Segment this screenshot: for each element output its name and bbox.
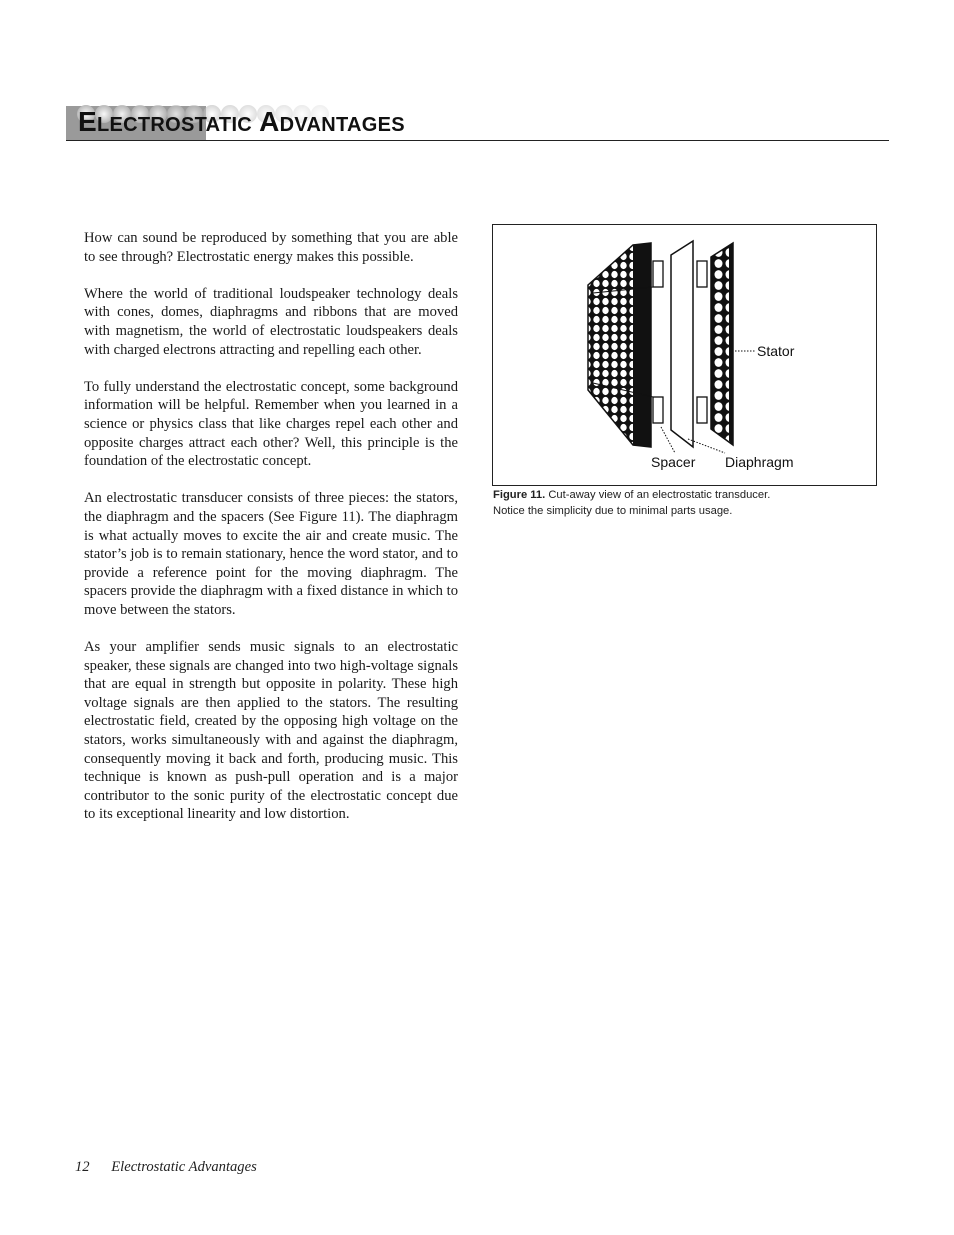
diaphragm-sheet bbox=[671, 241, 693, 447]
caption-label: Figure 11. bbox=[493, 489, 546, 501]
spacer-top-right bbox=[697, 261, 707, 287]
title-rule bbox=[66, 140, 889, 141]
paragraph-1: How can sound be reproduced by something that you are able to see through? Electrostatic energy makes this possible. bbox=[84, 230, 458, 265]
paragraph-2: Where the world of traditional loudspeaker technology deals with cones, domes, diaphragms and ribbons that are moved with magnetism, the world of electrostatic loudspeakers deals with charged electrons attracting and repelling each other. bbox=[84, 285, 458, 358]
body-text-column bbox=[84, 229, 458, 843]
stator-label: Stator bbox=[757, 343, 795, 359]
caption-line-1: Cut-away view of an electrostatic transducer. bbox=[548, 489, 771, 501]
rear-stator-edge bbox=[633, 243, 651, 447]
paragraph-4: An electrostatic transducer consists of three pieces: the stators, the diaphragm and the spacers (See Figure 11). The diaphragm is what actually moves to excite the air and create music. The stator’s job is to remain stationary, hence the word stator, and to provide a reference point for the moving diaphragm. The spacers provide the diaphragm with a fixed distance in which to move between the stators. bbox=[84, 490, 458, 618]
spacer-top-left bbox=[653, 261, 663, 287]
page-footer bbox=[75, 1159, 257, 1176]
figure-11 bbox=[492, 224, 877, 486]
transducer-diagram bbox=[493, 225, 878, 487]
spacer-label: Spacer bbox=[651, 454, 696, 470]
front-stator-edge bbox=[729, 243, 733, 445]
spacer-bottom-left bbox=[653, 397, 663, 423]
figure-caption bbox=[493, 487, 878, 519]
diaphragm-label: Diaphragm bbox=[725, 454, 794, 470]
page-number: 12 bbox=[75, 1159, 90, 1175]
page-title: Electrostatic Advantages bbox=[78, 106, 405, 137]
paragraph-3: To fully understand the electrostatic concept, some background information will be helpful. Remember when you learned in a science or physics class that like charges repel each other and opposite charges attract each other? Well, this principle is the foundation of the electrostatic concept. bbox=[84, 378, 458, 470]
title-banner bbox=[66, 100, 888, 140]
footer-section-title: Electrostatic Advantages bbox=[111, 1159, 257, 1175]
caption-line-2: Notice the simplicity due to minimal parts usage. bbox=[493, 505, 733, 517]
paragraph-5: As your amplifier sends music signals to an electrostatic speaker, these signals are changed into two high-voltage signals that are equal in strength but opposite in polarity. These high voltage signals are then applied to the stators. The resulting electrostatic field, created by the opposing high voltage on the stators, works simultaneously with and against the diaphragm, consequently moving it back and forth, producing music. This technique is known as push-pull operation and is a major contributor to the sonic purity of the electrostatic concept due to its exceptional linearity and low distortion. bbox=[84, 639, 458, 823]
spacer-bottom-right bbox=[697, 397, 707, 423]
